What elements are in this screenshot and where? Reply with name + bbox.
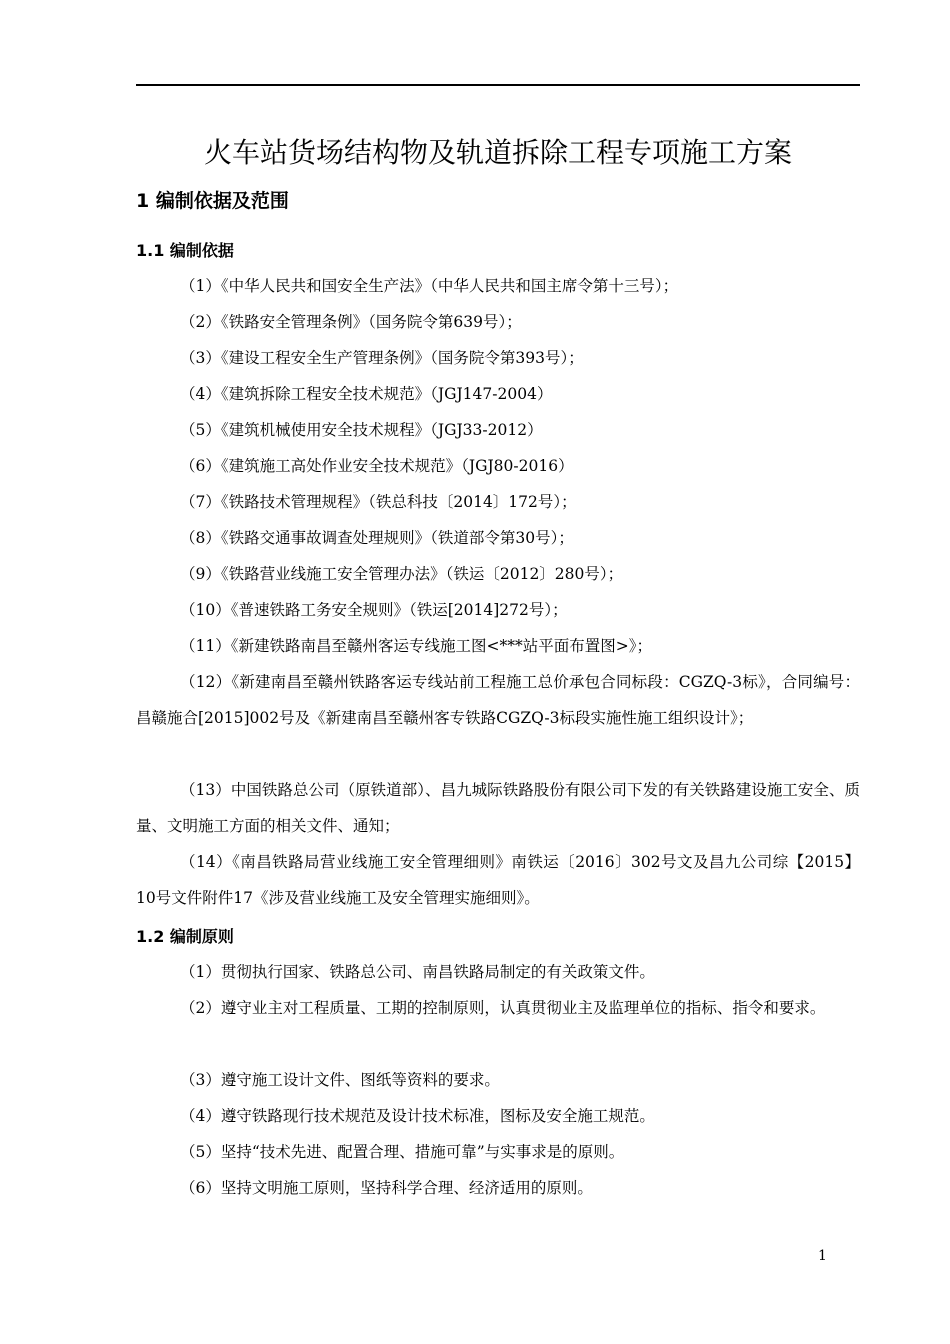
section-1-2-heading: 1.2 编制原则 — [136, 927, 234, 946]
basis-item-5: （5）《建筑机械使用安全技术规程》（JGJ33-2012） — [180, 421, 543, 439]
basis-item-13: （13）中国铁路总公司（原铁道部）、昌九城际铁路股份有限公司下发的有关铁路建设施工安全、质量、文明施工方面的相关文件、通知； — [136, 781, 860, 835]
principle-item-4: （4）遵守铁路现行技术规范及设计技术标准，图标及安全施工规范。 — [180, 1107, 655, 1125]
basis-item-4: （4）《建筑拆除工程安全技术规范》（JGJ147-2004） — [180, 385, 553, 403]
principle-item-2: （2）遵守业主对工程质量、工期的控制原则，认真贯彻业主及监理单位的指标、指令和要求。 — [180, 999, 826, 1017]
basis-item-3: （3）《建设工程安全生产管理条例》（国务院令第393号）； — [180, 349, 584, 367]
section-1-1-heading: 1.1 编制依据 — [136, 241, 234, 260]
basis-item-7: （7）《铁路技术管理规程》（铁总科技〔2014〕172号）； — [180, 493, 577, 511]
basis-item-1: （1）《中华人民共和国安全生产法》（中华人民共和国主席令第十三号）； — [180, 277, 679, 295]
header-rule — [136, 84, 860, 86]
document-title: 火车站货场结构物及轨道拆除工程专项施工方案 — [203, 136, 792, 169]
page-number: 1 — [818, 1248, 827, 1264]
principle-item-6: （6）坚持文明施工原则，坚持科学合理、经济适用的原则。 — [180, 1179, 593, 1197]
section-1-heading: 1 编制依据及范围 — [136, 190, 289, 212]
basis-item-14: （14）《南昌铁路局营业线施工安全管理细则》南铁运〔2016〕302号文及昌九公司综【2015】10号文件附件17《涉及营业线施工及安全管理实施细则》。 — [136, 853, 860, 907]
basis-item-11: （11）《新建铁路南昌至赣州客运专线施工图<***站平面布置图>》； — [180, 637, 652, 655]
principle-item-3: （3）遵守施工设计文件、图纸等资料的要求。 — [180, 1071, 500, 1089]
basis-item-12: （12）《新建南昌至赣州铁路客运专线站前工程施工总价承包合同标段：CGZQ-3标》，合同编号：昌赣施合[2015]002号及《新建南昌至赣州客专铁路CGZQ-3标段实施性施工组织设计》； — [136, 673, 860, 727]
basis-item-8: （8）《铁路交通事故调查处理规则》（铁道部令第30号）； — [180, 529, 574, 547]
basis-item-9: （9）《铁路营业线施工安全管理办法》（铁运〔2012〕280号）； — [180, 565, 624, 583]
basis-item-2: （2）《铁路安全管理条例》（国务院令第639号）； — [180, 313, 522, 331]
principle-item-1: （1）贯彻执行国家、铁路总公司、南昌铁路局制定的有关政策文件。 — [180, 963, 655, 981]
principle-item-5: （5）坚持“技术先进、配置合理、措施可靠”与实事求是的原则。 — [180, 1143, 625, 1161]
basis-item-10: （10）《普速铁路工务安全规则》（铁运[2014]272号）； — [180, 601, 568, 619]
basis-item-6: （6）《建筑施工高处作业安全技术规范》（JGJ80-2016） — [180, 457, 574, 475]
